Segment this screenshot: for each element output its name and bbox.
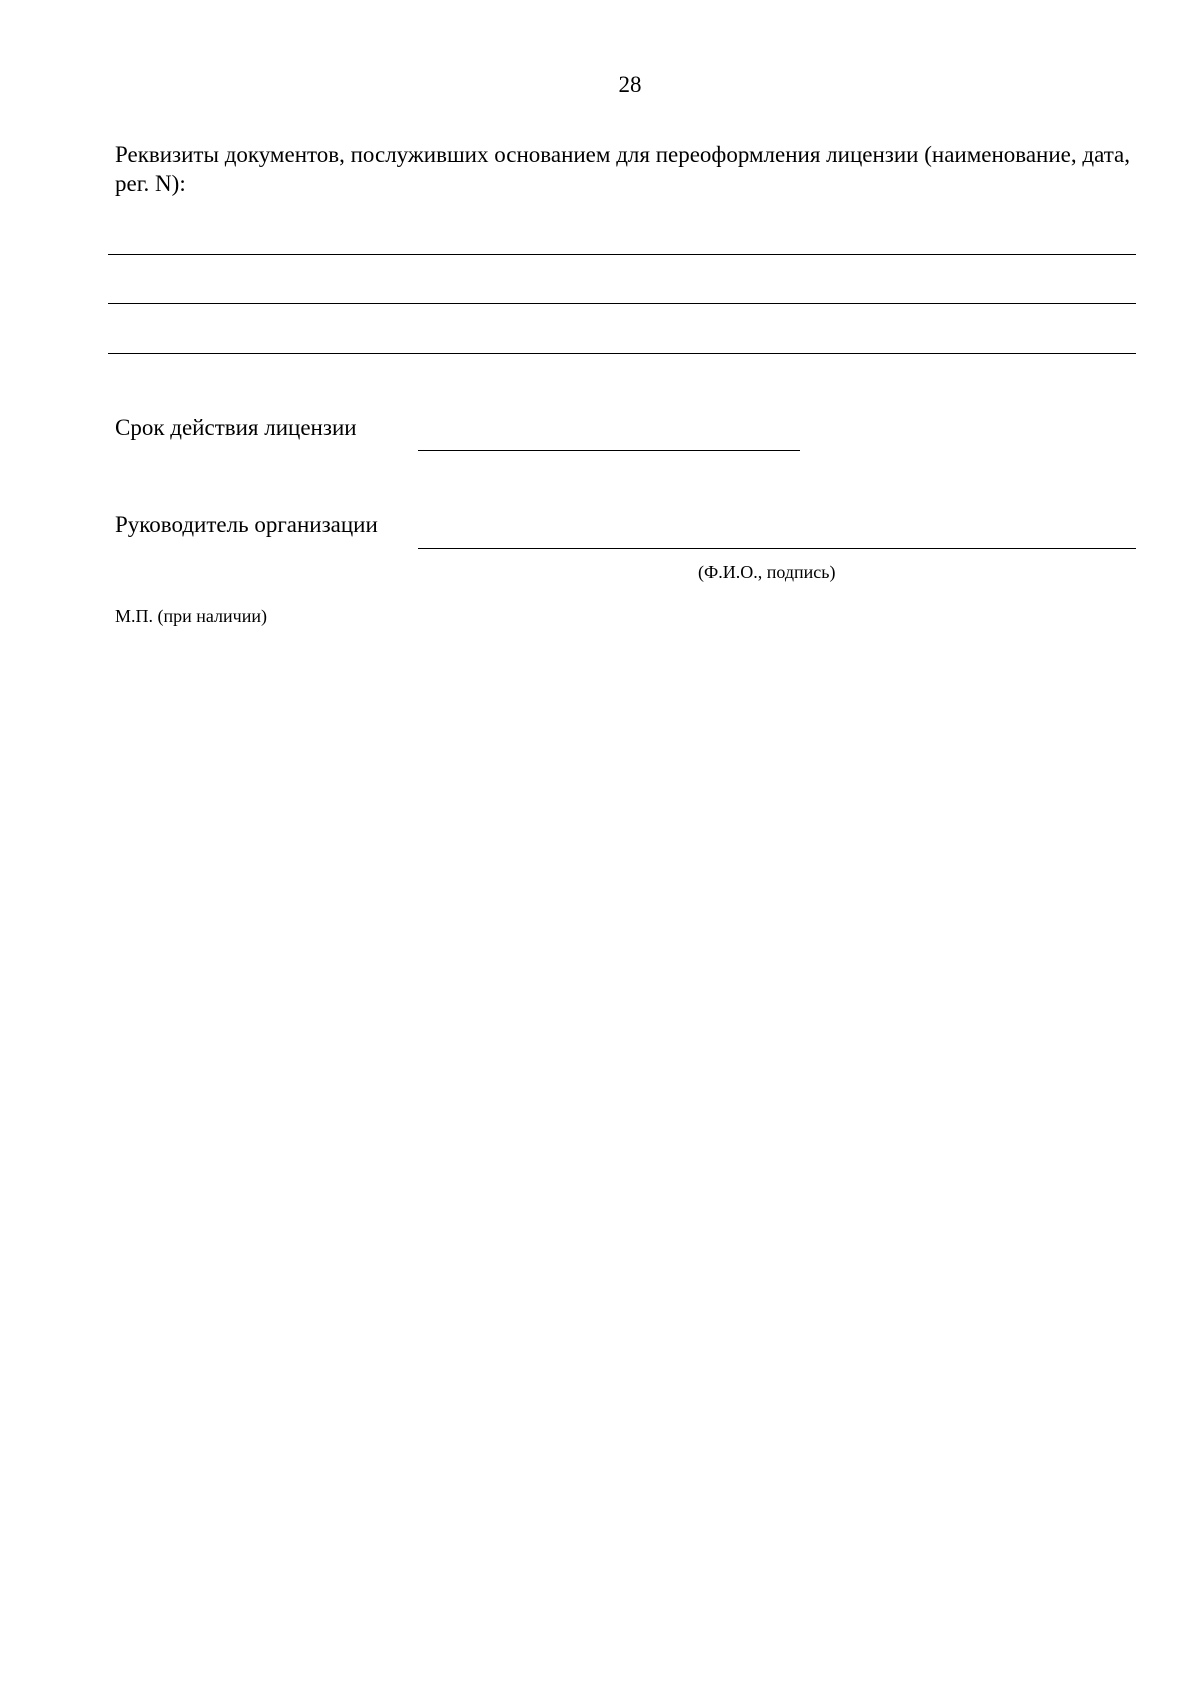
fill-line-1[interactable]: [108, 254, 1136, 255]
fill-line-3[interactable]: [108, 353, 1136, 354]
license-term-field[interactable]: [418, 450, 800, 451]
signature-hint: (Ф.И.О., подпись): [698, 562, 836, 582]
fill-line-2[interactable]: [108, 303, 1136, 304]
documents-requisites-text: Реквизиты документов, послуживших основанием для переоформления лицензии (наименование, дата, рег. N):: [115, 142, 1130, 196]
organization-head-label: Руководитель организации: [115, 512, 378, 537]
organization-head-signature-field[interactable]: [418, 548, 1136, 549]
page-number: 28: [618, 72, 642, 97]
stamp-note: М.П. (при наличии): [115, 606, 267, 626]
license-term-label: Срок действия лицензии: [115, 415, 357, 440]
